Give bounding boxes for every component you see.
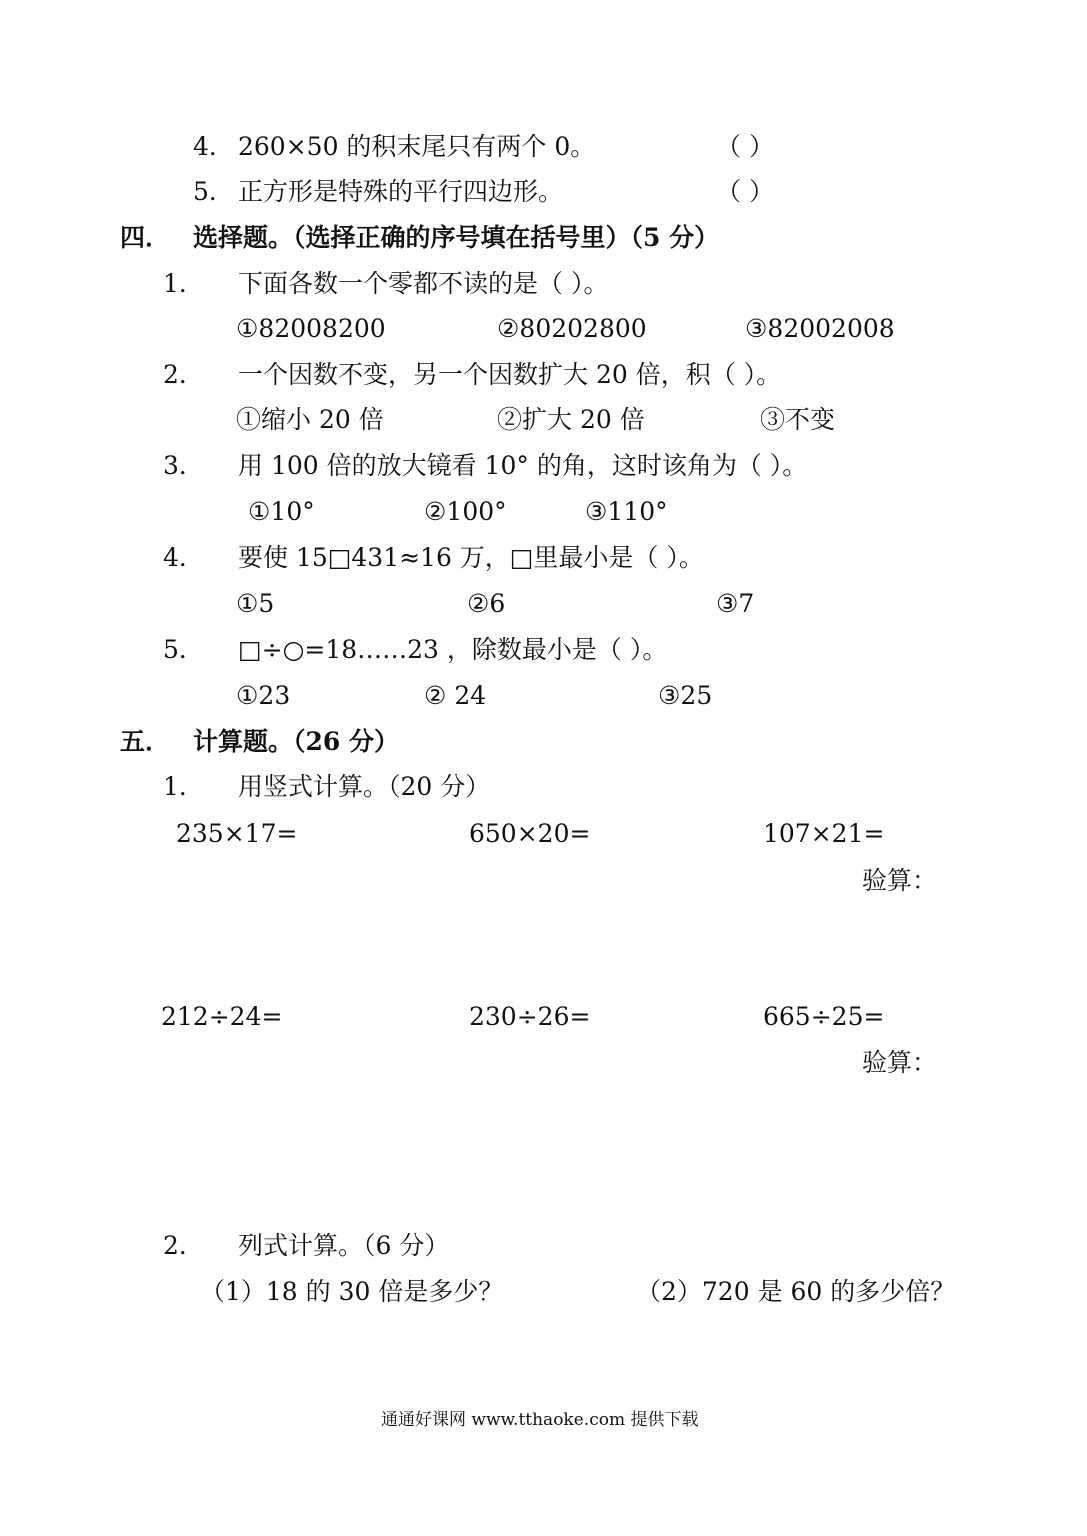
choice-q3-number: 3． xyxy=(163,451,204,480)
choice-q2-number: 2． xyxy=(163,360,204,389)
choice-q2-option-2: ②扩大 20 倍 xyxy=(497,405,645,434)
choice-q3-text: 用 100 倍的放大镜看 10° 的角，这时该角为（ ）。 xyxy=(238,451,808,480)
word-problem-2: （2）720 是 60 的多少倍？ xyxy=(636,1277,956,1306)
calc-problem-1: 235×17= xyxy=(176,819,298,848)
choice-q5-option-3: ③25 xyxy=(658,681,713,710)
choice-q4-option-2: ②6 xyxy=(467,589,506,618)
calc-problem-2: 650×20= xyxy=(469,819,591,848)
choice-q1-option-3: ③82002008 xyxy=(745,314,895,343)
section-4-heading: 选择题。（选择正确的序号填在括号里）（5 分） xyxy=(193,223,720,252)
tf-item-4-number: 4． xyxy=(193,132,234,161)
choice-q1-text: 下面各数一个零都不读的是（ ）。 xyxy=(238,269,609,298)
tf-item-5-text: 正方形是特殊的平行四边形。 xyxy=(238,177,564,206)
choice-q5-number: 5． xyxy=(163,635,204,664)
choice-q2-option-1: ①缩小 20 倍 xyxy=(236,405,384,434)
choice-q1-option-1: ①82008200 xyxy=(236,314,386,343)
calc-part1-text: 用竖式计算。（20 分） xyxy=(238,772,491,801)
choice-q5-text: □÷○=18……23 ，除数最小是（ ）。 xyxy=(238,635,668,664)
calc-problem-6: 665÷25= xyxy=(763,1002,885,1031)
choice-q4-option-3: ③7 xyxy=(716,589,755,618)
choice-q3-option-3: ③110° xyxy=(585,497,668,526)
verify-label-2: 验算： xyxy=(862,1048,938,1077)
tf-item-4-text: 260×50 的积末尾只有两个 0。 xyxy=(238,132,596,161)
calc-part2-number: 2． xyxy=(163,1231,204,1260)
choice-q4-option-1: ①5 xyxy=(236,589,275,618)
choice-q3-option-1: ①10° xyxy=(248,497,315,526)
calc-problem-3: 107×21= xyxy=(763,819,885,848)
word-problem-1: （1）18 的 30 倍是多少？ xyxy=(200,1277,504,1306)
choice-q5-option-1: ①23 xyxy=(236,681,291,710)
choice-q2-text: 一个因数不变，另一个因数扩大 20 倍，积（ ）。 xyxy=(238,360,782,389)
calc-problem-4: 212÷24= xyxy=(161,1002,283,1031)
tf-item-4-answer-paren: （ ） xyxy=(716,132,774,161)
verify-label-1: 验算： xyxy=(862,866,938,895)
choice-q3-option-2: ②100° xyxy=(424,497,507,526)
choice-q4-text: 要使 15□431≈16 万，□里最小是（ ）。 xyxy=(238,543,704,572)
tf-item-5-number: 5． xyxy=(193,177,234,206)
footer-source-text: 通通好课网 www.tthaoke.com 提供下载 xyxy=(381,1410,699,1430)
section-4-number: 四． xyxy=(120,223,171,252)
section-5-number: 五． xyxy=(120,727,171,756)
choice-q1-option-2: ②80202800 xyxy=(497,314,647,343)
section-5-heading: 计算题。（26 分） xyxy=(193,727,399,756)
calc-part1-number: 1． xyxy=(163,772,204,801)
tf-item-5-answer-paren: （ ） xyxy=(716,177,774,206)
choice-q1-number: 1． xyxy=(163,269,204,298)
choice-q5-option-2: ② 24 xyxy=(424,681,487,710)
choice-q2-option-3: ③不变 xyxy=(760,405,836,434)
choice-q4-number: 4． xyxy=(163,543,204,572)
calc-problem-5: 230÷26= xyxy=(469,1002,591,1031)
calc-part2-text: 列式计算。（6 分） xyxy=(238,1231,450,1260)
